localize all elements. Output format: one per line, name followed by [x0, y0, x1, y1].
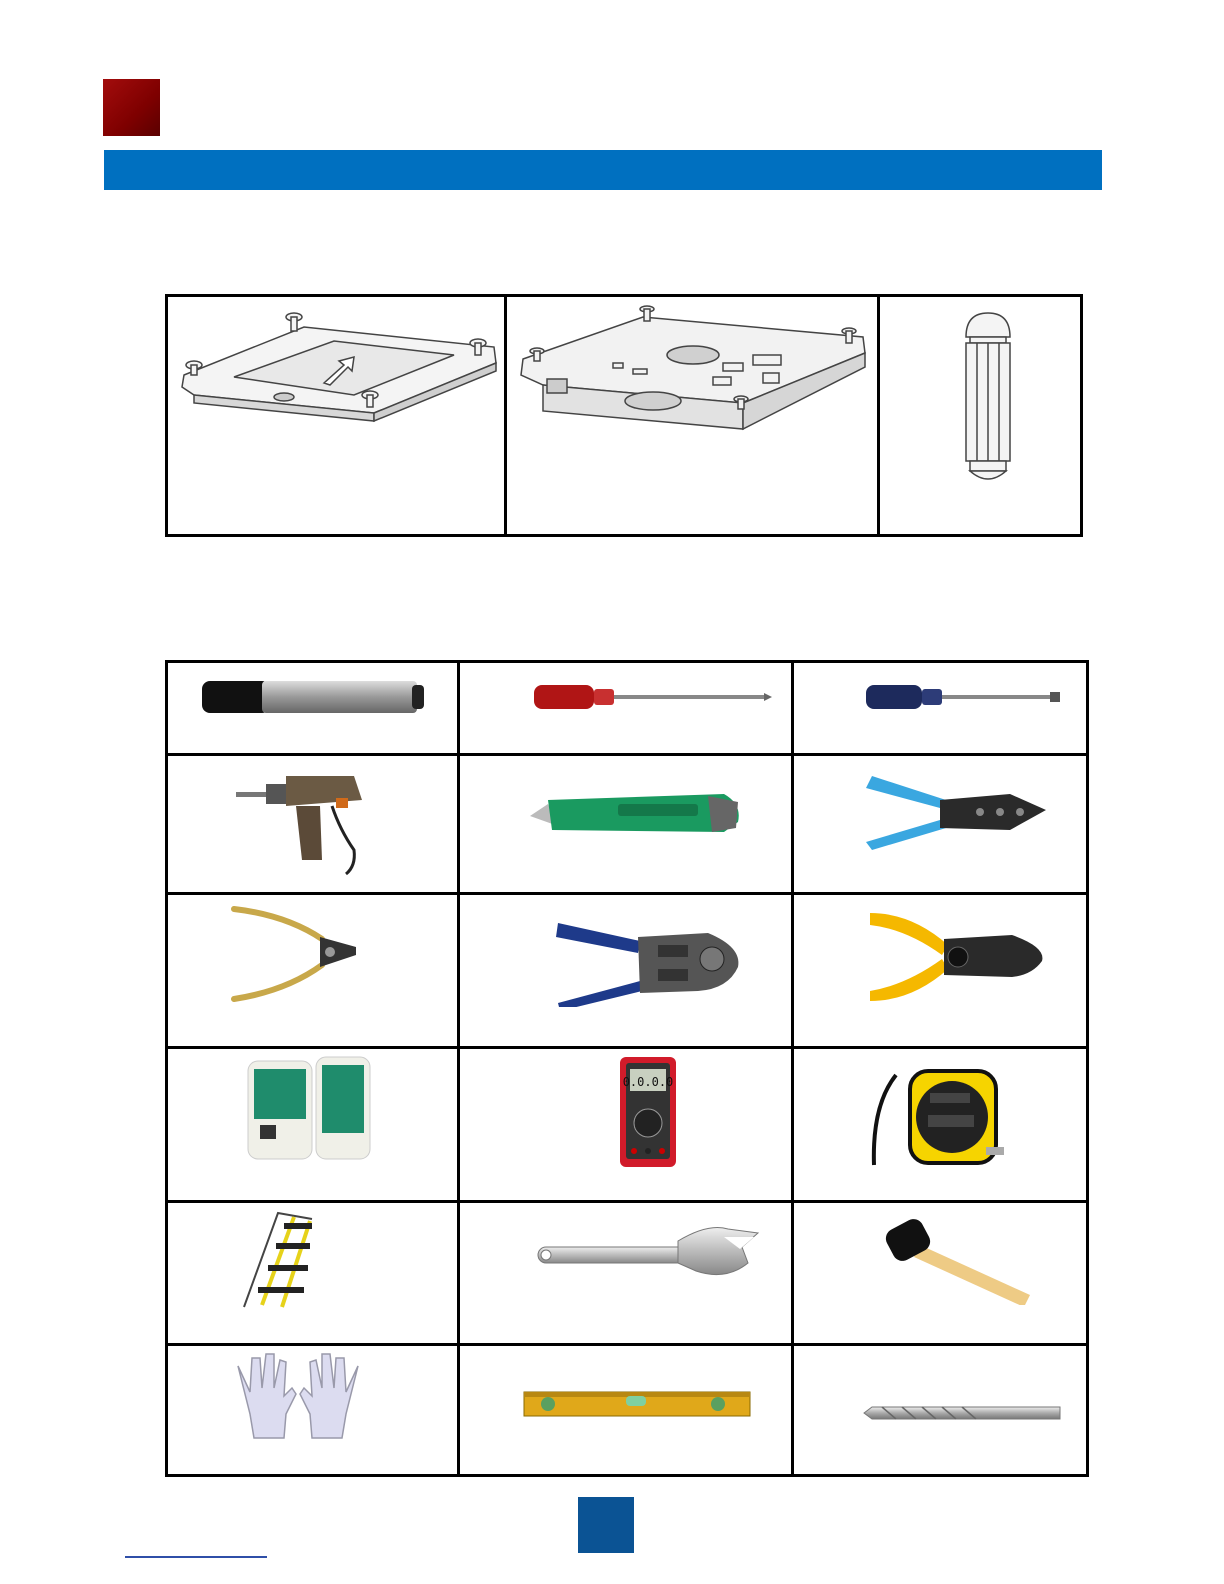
tool-cell — [167, 894, 459, 1048]
rubber-mallet-icon — [884, 1215, 1034, 1305]
section-title-bar — [104, 150, 1102, 190]
page-number-badge — [578, 1497, 634, 1553]
rj45-crimper-icon — [548, 907, 748, 1007]
flat-head-screwdriver-icon — [864, 681, 1064, 713]
tool-cell — [792, 894, 1087, 1048]
accessory-cell — [167, 296, 506, 536]
network-cable-tester-icon — [246, 1055, 376, 1161]
tool-cell — [167, 1345, 459, 1476]
hammer-drill-icon — [236, 770, 376, 880]
tool-cell — [167, 1202, 459, 1345]
tool-cell — [459, 894, 792, 1048]
accessories-table — [165, 294, 1083, 537]
tool-cell — [167, 755, 459, 894]
ladder-icon — [238, 1209, 318, 1309]
level-icon — [522, 1388, 752, 1420]
accessory-cell — [505, 296, 878, 536]
tool-cell — [167, 662, 459, 755]
multimeter-display: 0.0.0.0 — [623, 1075, 674, 1089]
floor-mount-bracket-icon — [513, 303, 873, 433]
accessory-cell — [878, 296, 1081, 536]
expansion-bolt-icon — [962, 309, 1014, 481]
footer-rule — [125, 1556, 267, 1558]
tool-cell — [459, 1202, 792, 1345]
crimping-tool-icon — [860, 770, 1050, 852]
tool-cell — [459, 662, 792, 755]
tool-cell — [792, 1048, 1087, 1202]
section-marker — [103, 79, 160, 136]
tool-cell — [792, 1202, 1087, 1345]
tools-table — [165, 660, 1089, 1477]
wall-mount-bracket-icon — [174, 305, 504, 425]
tool-cell — [792, 662, 1087, 755]
esd-gloves-icon — [228, 1352, 368, 1442]
tool-cell — [459, 1345, 792, 1476]
tool-cell — [792, 1345, 1087, 1476]
wire-stripper-icon — [862, 905, 1048, 1009]
marker-icon — [200, 677, 425, 717]
tool-cell — [459, 755, 792, 894]
tool-cell — [792, 755, 1087, 894]
tool-cell — [167, 1048, 459, 1202]
multimeter-icon — [618, 1055, 678, 1169]
utility-knife-icon — [528, 786, 748, 846]
phillips-screwdriver-icon — [532, 681, 772, 713]
tool-cell — [459, 1048, 792, 1202]
measuring-tape-icon — [866, 1065, 1006, 1173]
drill-bit-icon — [862, 1404, 1062, 1422]
diagonal-pliers-icon — [226, 903, 360, 1005]
adjustable-wrench-icon — [528, 1223, 760, 1281]
